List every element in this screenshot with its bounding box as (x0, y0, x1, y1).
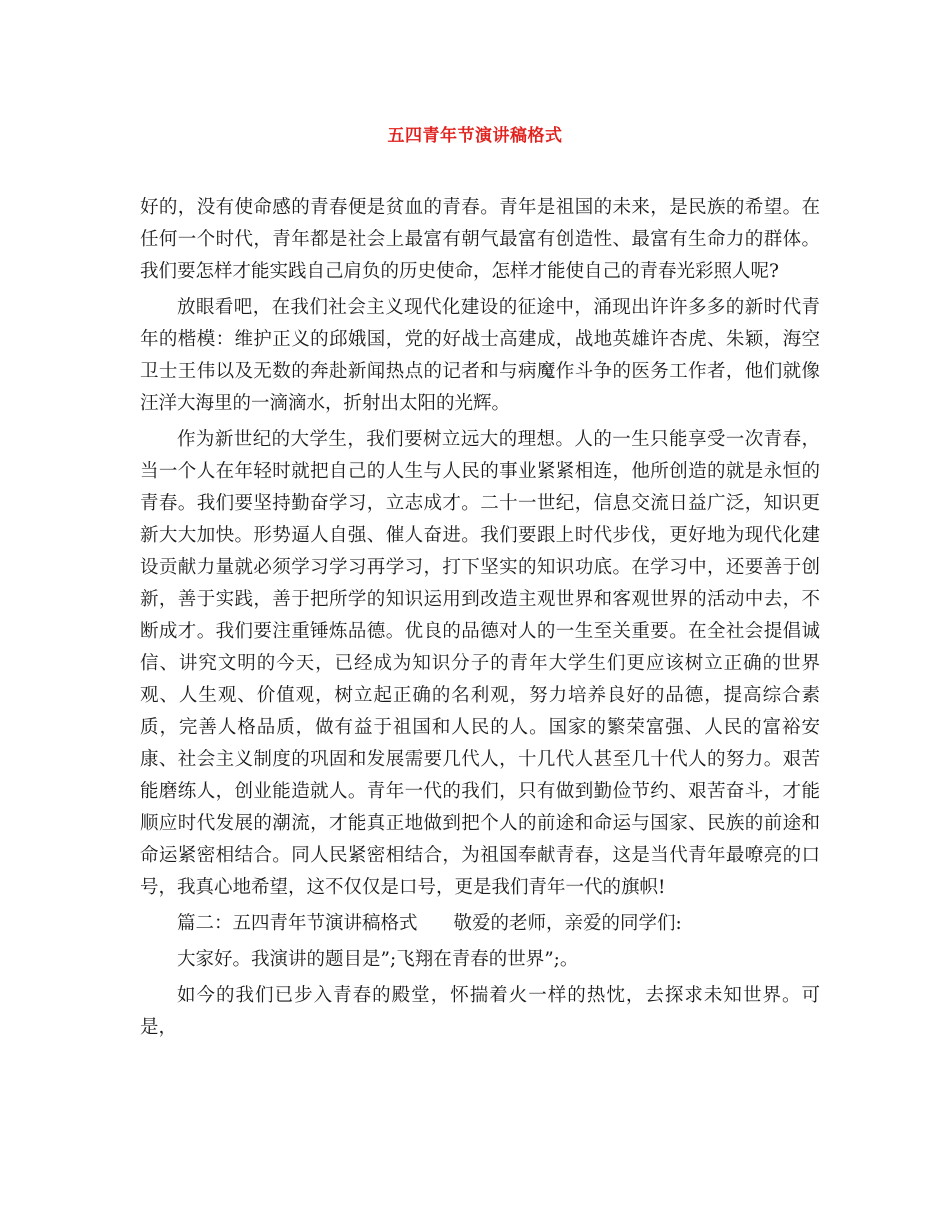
section-two-greeting: 敬爱的老师，亲爱的同学们: (453, 913, 682, 934)
paragraph-2: 放眼看吧，在我们社会主义现代化建设的征途中，涌现出许许多多的新时代青年的楷模：维护正义的邱娥国，党的好战士高建成，战地英雄许杏虎、朱颖，海空卫士王伟以及无数的奔赴新闻热点的记者和与病魔作斗争的医务工作者，他们就像汪洋大海里的一滴滴水，折射出太阳的光辉。 (140, 297, 820, 414)
section-two-heading: 篇二：五四青年节演讲稿格式 (177, 913, 418, 934)
document-title: 五四青年节演讲稿格式 (387, 126, 563, 146)
document-body (140, 192, 820, 1048)
paragraph-1: 好的，没有使命感的青春便是贫血的青春。青年是祖国的未来，是民族的希望。在任何一个时代，青年都是社会上最富有朝气最富有创造性、最富有生命力的群体。我们要怎样才能实践自己肩负的历史使命，怎样才能使自己的青春光彩照人呢? (140, 197, 820, 282)
paragraph-3: 作为新世纪的大学生，我们要树立远大的理想。人的一生只能享受一次青春，当一个人在年轻时就把自己的人生与人民的事业紧紧相连，他所创造的就是永恒的青春。我们要坚持勤奋学习，立志成才。二十一世纪，信息交流日益广泛，知识更新大大加快。形势逼人自强、催人奋进。我们要跟上时代步伐，更好地为现代化建设贡献力量就必须学习学习再学习，打下坚实的知识功底。在学习中，还要善于创新，善于实践，善于把所学的知识运用到改造主观世界和客观世界的活动中去，不断成才。我们要注重锤炼品德。优良的品德对人的一生至关重要。在全社会提倡诚信、讲究文明的今天，已经成为知识分子的青年大学生们更应该树立正确的世界观、人生观、价值观，树立起正确的名利观，努力培养良好的品德，提高综合素质，完善人格品质，做有益于祖国和人民的人。国家的繁荣富强、人民的富裕安康、社会主义制度的巩固和发展需要几代人，十几代人甚至几十代人的努力。艰苦能磨练人，创业能造就人。青年一代的我们，只有做到勤俭节约、艰苦奋斗，才能顺应时代发展的潮流，才能真正地做到把个人的前途和命运与国家、民族的前途和命运紧密相结合。同人民紧密相结合，为祖国奉献青春，这是当代青年最嘹亮的口号，我真心地希望，这不仅仅是口号，更是我们青年一代的旗帜! (140, 429, 820, 898)
section-two-line (140, 908, 820, 940)
paragraph-greeting: 大家好。我演讲的题目是”;飞翔在青春的世界”;。 (177, 949, 579, 970)
paragraph-last: 如今的我们已步入青春的殿堂，怀揣着火一样的热忱，去探求未知世界。可是， (140, 985, 820, 1038)
